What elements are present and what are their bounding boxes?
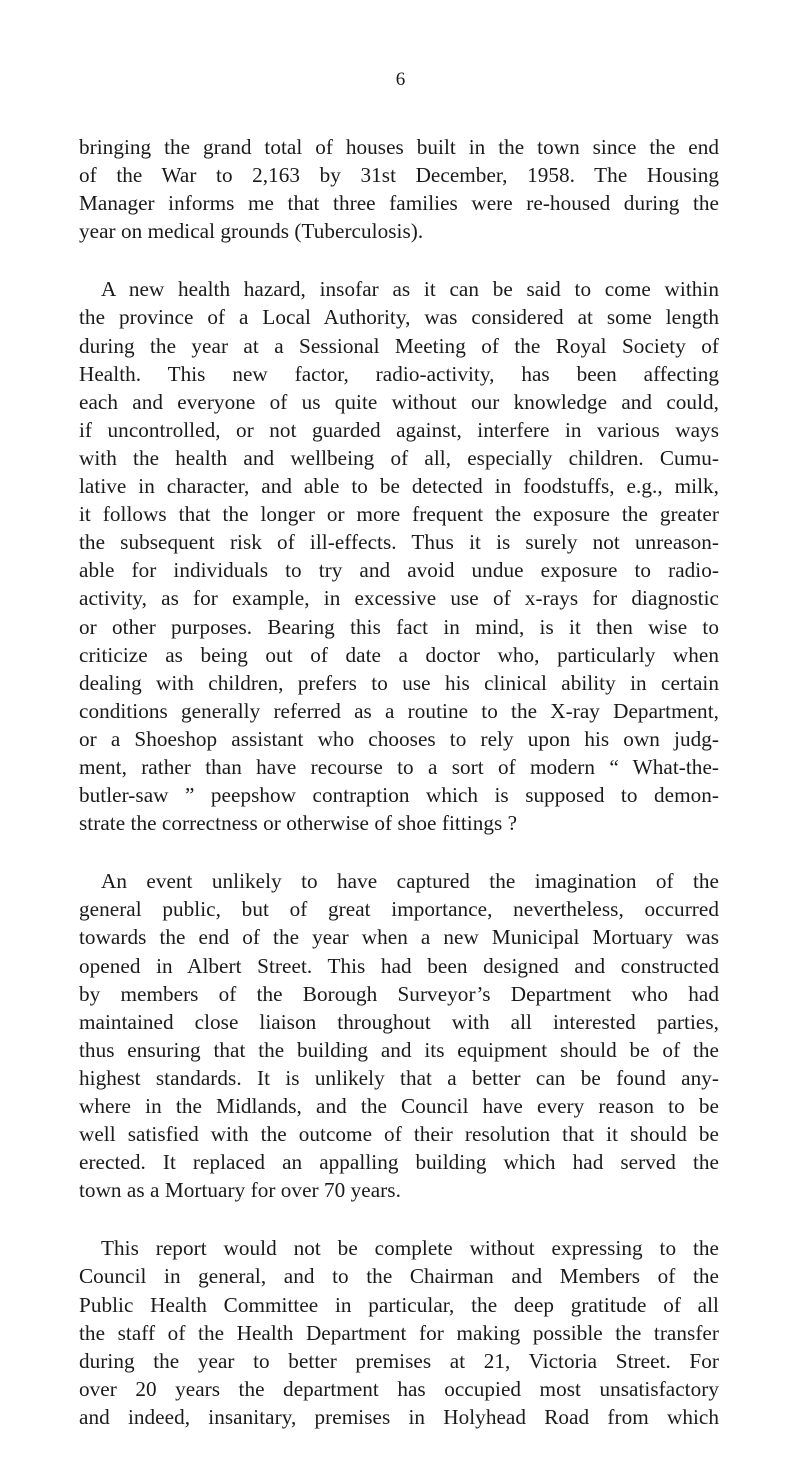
text-line: An event unlikely to have captured the imagination of the — [101, 869, 719, 894]
text-line: bringing the grand total of houses built in the town since the end — [79, 135, 719, 159]
paragraph-housing — [79, 133, 719, 245]
text-line: maintained close liaison throughout with all interested parties, — [79, 1009, 719, 1034]
text-line: and indeed, insanitary, premises in Holyhead Road from which — [79, 1404, 719, 1429]
text-line: criticize as being out of date a doctor who, particularly when — [79, 642, 719, 667]
text-line: dealing with children, prefers to use his clinical ability in certain — [79, 670, 719, 695]
text-line: the subsequent risk of ill-effects. Thus it is surely not unreason- — [79, 530, 719, 555]
text-line: over 20 years the department has occupied most unsatisfactory — [79, 1376, 719, 1401]
text-line: each and everyone of us quite without our knowledge and could, — [79, 389, 719, 414]
text-line: with the health and wellbeing of all, especially children. Cumu- — [79, 445, 719, 470]
text-line: lative in character, and able to be detected in foodstuffs, e.g., milk, — [79, 474, 719, 499]
text-line: able for individuals to try and avoid undue exposure to radio- — [79, 558, 719, 583]
text-line: well satisfied with the outcome of their resolution that it should be — [79, 1122, 719, 1147]
text-line: towards the end of the year when a new Municipal Mortuary was — [79, 925, 719, 950]
text-line: of the War to 2,163 by 31st December, 1958. The Housing — [79, 163, 719, 188]
text-line: activity, as for example, in excessive use of x-rays for diagnostic — [79, 586, 719, 611]
text-line: the staff of the Health Department for making possible the transfer — [79, 1320, 719, 1345]
text-line: town as a Mortuary for over 70 years. — [79, 1178, 401, 1203]
text-line: butler-saw ” peepshow contraption which is supposed to demon- — [79, 783, 719, 808]
text-line: if uncontrolled, or not guarded against, interfere in various ways — [79, 417, 719, 442]
text-line: general public, but of great importance, nevertheless, occurred — [79, 897, 719, 922]
text-line: opened in Albert Street. This had been designed and constructed — [79, 953, 719, 978]
text-line: during the year at a Sessional Meeting of the Royal Society of — [79, 333, 719, 358]
text-line: or a Shoeshop assistant who chooses to rely upon his own judg- — [79, 726, 719, 751]
text-line: Manager informs me that three families were re-housed during the — [79, 191, 719, 216]
text-line: highest standards. It is unlikely that a better can be found any- — [79, 1065, 719, 1090]
page-number: 6 — [395, 69, 406, 90]
text-line: A new health hazard, insofar as it can be said to come within — [101, 277, 719, 302]
text-line: during the year to better premises at 21, Victoria Street. For — [79, 1348, 719, 1373]
text-line: year on medical grounds (Tuberculosis). — [79, 219, 424, 244]
text-line: thus ensuring that the building and its equipment should be of the — [79, 1037, 719, 1062]
text-line: where in the Midlands, and the Council have every reason to be — [79, 1094, 719, 1118]
text-line: or other purposes. Bearing this fact in mind, is it then wise to — [79, 614, 719, 639]
text-line: by members of the Borough Surveyor’s Department who had — [79, 981, 719, 1006]
paragraph-mortuary — [79, 867, 719, 1204]
text-line: conditions generally referred as a routine to the X-ray Department, — [79, 698, 719, 723]
paragraph-gratitude — [79, 1234, 719, 1431]
text-line: Health. This new factor, radio-activity, has been affecting — [79, 361, 719, 386]
text-line: This report would not be complete without expressing to the — [101, 1236, 719, 1261]
text-line: ment, rather than have recourse to a sort of modern “ What-the- — [79, 754, 719, 779]
text-line: strate the correctness or otherwise of shoe fittings ? — [79, 811, 518, 836]
body-text — [79, 133, 719, 1461]
text-line: erected. It replaced an appalling building which had served the — [79, 1150, 719, 1175]
text-line: Council in general, and to the Chairman and Members of the — [79, 1264, 719, 1289]
text-line: the province of a Local Authority, was considered at some length — [79, 305, 719, 330]
text-line: it follows that the longer or more frequent the exposure the greater — [79, 502, 719, 527]
text-line: Public Health Committee in particular, the deep gratitude of all — [79, 1292, 719, 1317]
paragraph-radioactivity — [79, 275, 719, 837]
